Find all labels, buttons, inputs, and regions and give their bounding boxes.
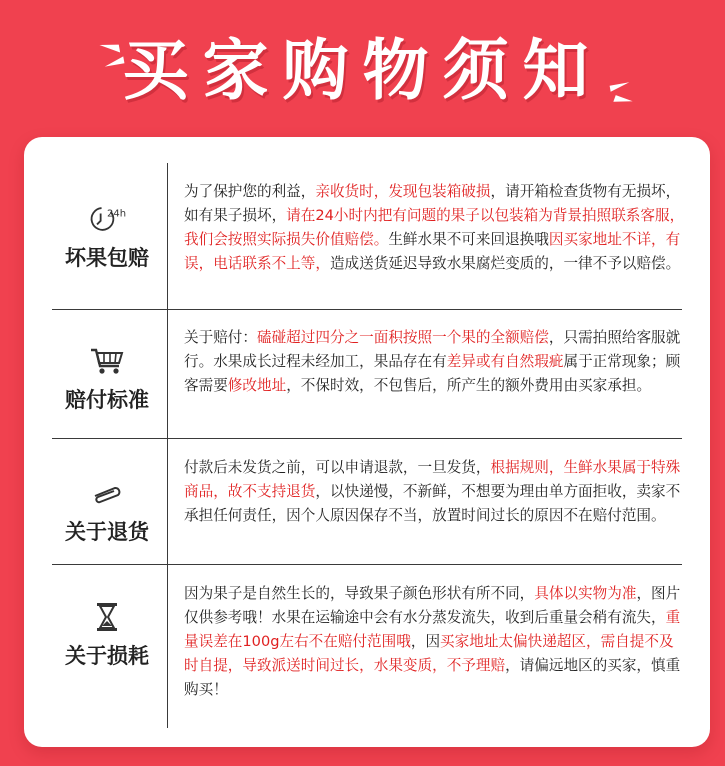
clock-24h-icon — [87, 202, 127, 236]
row-divider — [52, 309, 682, 310]
highlight-text: 修改地址 — [227, 377, 287, 394]
section-label-col — [50, 202, 164, 272]
highlight-text: 根据规则，生鲜水果属于特殊商品，故不支持退货 — [184, 459, 681, 500]
highlight-text: 请在24小时内把有问题的果子以包装箱为背景拍照联系客服，我们会按照实际损失价值赔偿。 — [184, 207, 685, 248]
body-text: 因为果子是自然生长的，导致果子颜色形状有所不同， — [184, 585, 535, 602]
body-text: ，以快递慢，不新鲜，不想要为理由单方面拒收，卖家不承担任何责任，因个人原因保存不当，放置时间过长的原因不在赔付范围。 — [184, 483, 681, 524]
section-label: 赔付标准 — [65, 388, 149, 412]
row-divider — [52, 438, 682, 439]
highlight-text: 因买家地址不详，有误，电话联系不上等， — [184, 231, 681, 272]
paperclip-icon — [87, 476, 127, 510]
section-label: 坏果包赔 — [65, 246, 149, 270]
hourglass-icon — [87, 600, 127, 634]
body-text: ，请开箱检查货物有无损坏，如有果子损坏， — [184, 183, 681, 224]
shopping-cart-icon — [87, 344, 127, 378]
body-text: ，图片仅供参考哦！水果在运输途中会有水分蒸发流失，收到后重量会稍有流失， — [184, 585, 681, 626]
section-label: 关于损耗 — [65, 644, 149, 668]
row-divider — [52, 564, 682, 565]
section-text — [184, 326, 688, 398]
body-text: ，请偏远地区的买家，慎重购买！ — [184, 657, 681, 698]
highlight-text: 亲收货时，发现包装箱破损 — [315, 183, 491, 200]
body-text: ，不保时效，不包售后，所产生的额外费用由买家承担。 — [286, 377, 652, 394]
column-divider — [167, 163, 168, 728]
section-label-col — [50, 344, 164, 414]
section-label-col — [50, 476, 164, 546]
highlight-text: 磕碰超过四分之一面积按照一个果的全额赔偿 — [256, 329, 549, 346]
highlight-text: 差异或有自然瑕疵 — [446, 353, 564, 370]
section-text — [184, 456, 688, 528]
section-label: 关于退货 — [65, 520, 149, 544]
body-text: 属于正常现象；顾客需要 — [184, 353, 681, 394]
body-text: 关于赔付： — [184, 329, 257, 346]
section-label-col — [50, 600, 164, 670]
body-text: 生鲜水果不可来回退换哦 — [388, 231, 549, 248]
highlight-text: 具体以实物为准 — [534, 585, 637, 602]
section-text — [184, 582, 688, 702]
body-text: 为了保护您的利益， — [184, 183, 316, 200]
highlight-text: 买家地址太偏快递超区，需自提不及时自提，导致派送时间过长，水果变质，不予理赔 — [184, 633, 674, 674]
body-text: 造成送货延迟导致水果腐烂变质的，一律不予以赔偿。 — [329, 255, 681, 272]
body-text: ，因 — [410, 633, 441, 650]
section-text — [184, 180, 688, 276]
svg-text:24h: 24h — [107, 208, 127, 220]
highlight-text: 重量误差在100g左右不在赔付范围哦 — [184, 609, 681, 650]
body-text: 付款后未发货之前，可以申请退款，一旦发货， — [184, 459, 491, 476]
body-text: ，只需拍照给客服就行。水果成长过程未经加工，果品存在有 — [184, 329, 681, 370]
page-title: 买家购物须知 — [122, 31, 603, 109]
